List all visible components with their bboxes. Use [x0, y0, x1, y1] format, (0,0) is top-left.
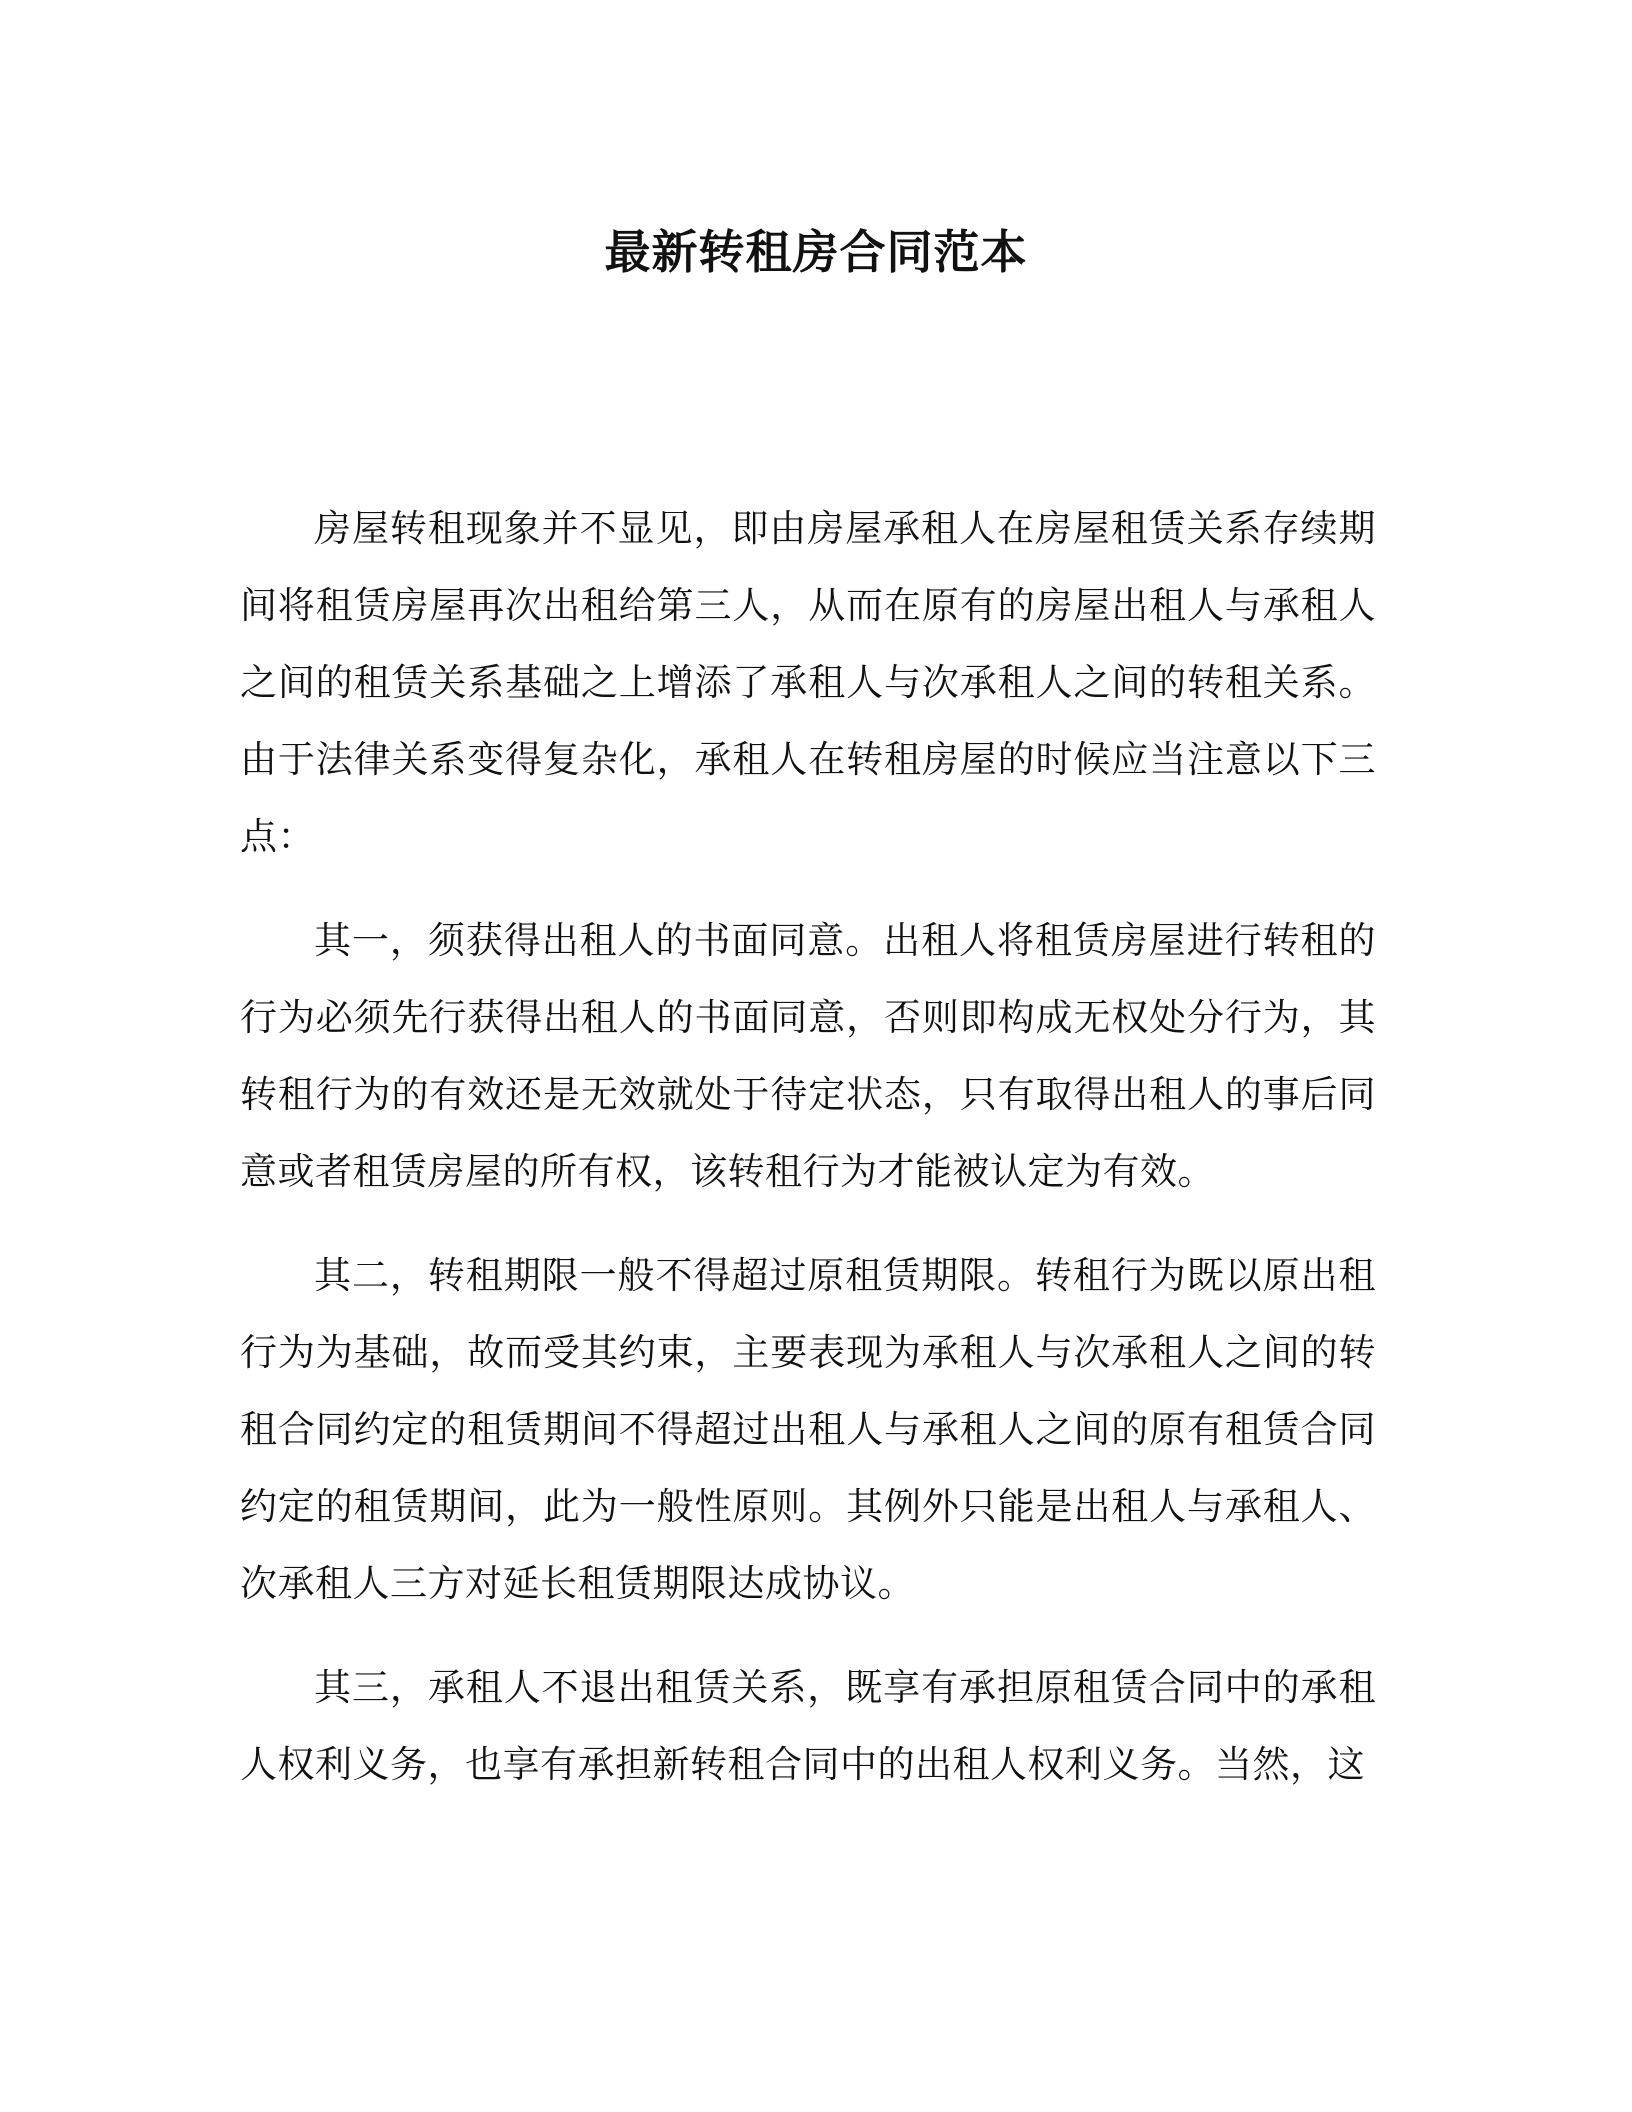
paragraph-point-two: 其二，转租期限一般不得超过原租赁期限。转租行为既以原出租行为为基础，故而受其约束，主要表现为承租人与次承租人之间的转租合同约定的租赁期间不得超过出租人与承租人之间的原有租赁合同约定的租赁期间，此为一般性原则。其例外只能是出租人与承租人、次承租人三方对延长租赁期限达成协议。 — [240, 1254, 1376, 1605]
paragraph-intro: 房屋转租现象并不显见，即由房屋承租人在房屋租赁关系存续期间将租赁房屋再次出租给第三人，从而在原有的房屋出租人与承租人之间的租赁关系基础之上增添了承租人与次承租人之间的转租关系。由于法律关系变得复杂化，承租人在转租房屋的时候应当注意以下三点： — [240, 507, 1376, 858]
paragraph-point-three: 其三，承租人不退出租赁关系，既享有承担原租赁合同中的承租人权利义务，也享有承担新转租合同中的出租人权利义务。当然，这 — [240, 1666, 1376, 1786]
document-body — [240, 490, 1376, 1830]
document-title: 最新转租房合同范本 — [604, 225, 1028, 279]
paragraph-point-one: 其一，须获得出租人的书面同意。出租人将租赁房屋进行转租的行为必须先行获得出租人的书面同意，否则即构成无权处分行为，其转租行为的有效还是无效就处于待定状态，只有取得出租人的事后同意或者租赁房屋的所有权，该转租行为才能被认定为有效。 — [240, 919, 1376, 1193]
